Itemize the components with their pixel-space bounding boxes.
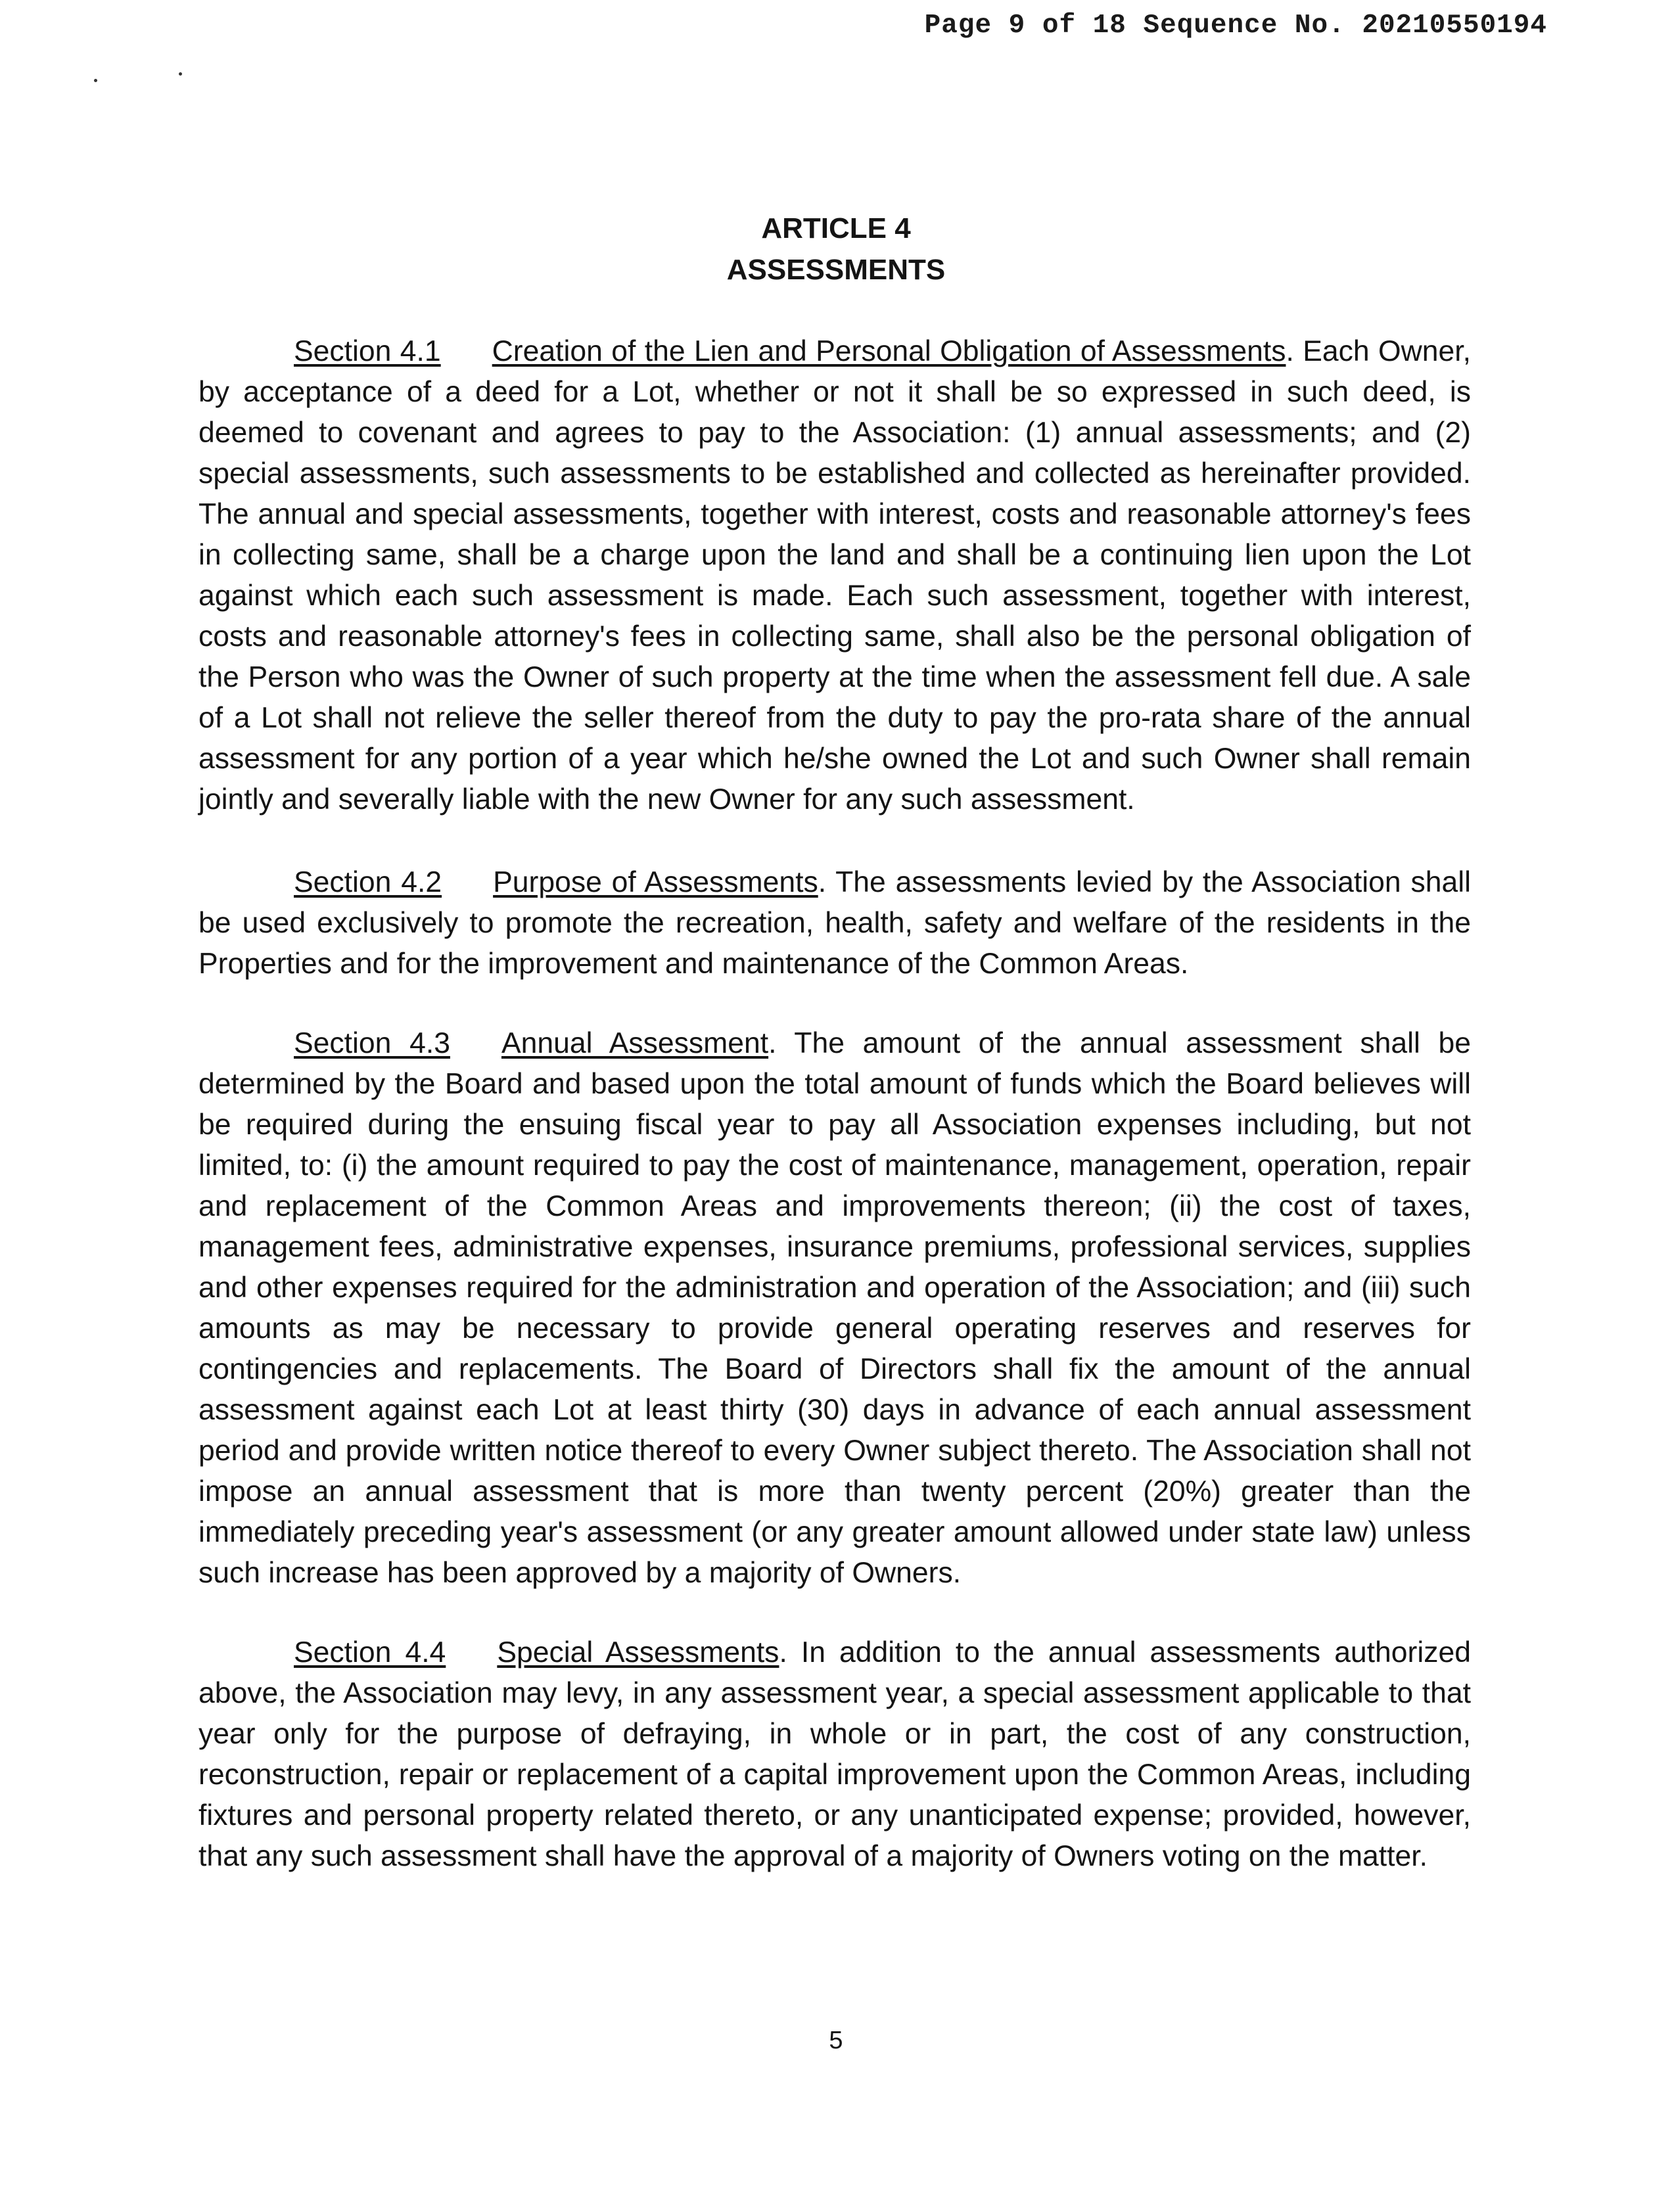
section-title: Purpose of Assessments (493, 866, 818, 898)
section-body: Each Owner, by acceptance of a deed for a Lot, whether or not it shall be so expressed in such deed, is deemed to covenant and agrees to pay to the Association: (1) annual assessments; and (2) special assessments, such assessments to be established and collected as hereinafter provided. The annual and special assessments, together with interest, costs and reasonable attorney's fees in collecting same, shall be a charge upon the land and shall be a continuing lien upon the Lot against which each such assessment is made. Each such assessment, together with interest, costs and reasonable attorney's fees in collecting same, shall also be the personal obligation of the Person who was the Owner of such property at the time when the assessment fell due. A sale of a Lot shall not relieve the seller thereof from the duty to pay the pro-rata share of the annual assessment for any portion of a year which he/she owned the Lot and such Owner shall remain jointly and severally liable with the new Owner for any such assessment. (198, 335, 1471, 816)
section-4-1: Section 4.1 Creation of the Lien and Personal Obligation of Assessments. Each Owner, by acceptance of a deed for a Lot, whether or not it shall be so expressed in such deed, is deemed to covenant and agrees to pay to the Association: (1) annual assessments; and (2) special assessments, such assessments to be established and collected as hereinafter provided. The annual and special assessments, together with interest, costs and reasonable attorney's fees in collecting same, shall be a charge upon the land and shall be a continuing lien upon the Lot against which each such assessment is made. Each such assessment, together with interest, costs and reasonable attorney's fees in collecting same, shall also be the personal obligation of the Person who was the Owner of such property at the time when the assessment fell due. A sale of a Lot shall not relieve the seller thereof from the duty to pay the pro-rata share of the annual assessment for any portion of a year which he/she owned the Lot and such Owner shall remain jointly and severally liable with the new Owner for any such assessment. (198, 335, 1471, 816)
section-title: Creation of the Lien and Personal Obligation of Assessments (492, 335, 1286, 367)
scan-speck (179, 72, 182, 76)
section-label: Section 4.2 (294, 866, 442, 898)
section-title: Special Assessments (497, 1636, 779, 1669)
section-4-4: Section 4.4 Special Assessments. In addition to the annual assessments authorized above, the Association may levy, in any assessment year, a special assessment applicable to that year only for the purpose of defraying, in whole or in part, the cost of any construction, reconstruction, repair or replacement of a capital improvement upon the Common Areas, including fixtures and personal property related thereto, or any unanticipated expense; provided, however, that any such assessment shall have the approval of a majority of Owners voting on the matter. (198, 1636, 1471, 1872)
section-label: Section 4.3 (294, 1027, 450, 1059)
section-4-2: Section 4.2 Purpose of Assessments. The assessments levied by the Association shall be used exclusively to promote the recreation, health, safety and welfare of the residents in the Properties and for the improvement and maintenance of the Common Areas. (198, 866, 1472, 980)
section-label: Section 4.1 (294, 335, 441, 367)
recording-stamp: Page 9 of 18 Sequence No. 20210550194 (924, 11, 1547, 41)
section-title: Annual Assessment (501, 1027, 769, 1059)
page-number: 5 (829, 2027, 843, 2054)
article-subtitle: ASSESSMENTS (726, 254, 946, 286)
section-body: The assessments levied by the Association shall be used exclusively to promote the recreation, health, safety and welfare of the residents in the Properties and for the improvement and maintenance of the Common Areas. (198, 866, 1472, 980)
section-4-3: Section 4.3 Annual Assessment. The amount of the annual assessment shall be determined by the Board and based upon the total amount of funds which the Board believes will be required during the ensuing fiscal year to pay all Association expenses including, but not limited, to: (i) the amount required to pay the cost of maintenance, management, operation, repair and replacement of the Common Areas and improvements thereon; (ii) the cost of taxes, management fees, administrative expenses, insurance premiums, professional services, supplies and other expenses required for the administration and operation of the Association; and (iii) such amounts as may be necessary to provide general operating reserves and reserves for contingencies and replacements. The Board of Directors shall fix the amount of the annual assessment against each Lot at least thirty (30) days in advance of each annual assessment period and provide written notice thereof to every Owner subject thereto. The Association shall not impose an annual assessment that is more than twenty percent (20%) greater than the immediately preceding year's assessment (or any greater amount allowed under state law) unless such increase has been approved by a majority of Owners. (198, 1027, 1472, 1589)
section-body: In addition to the annual assessments authorized above, the Association may levy, in any assessment year, a special assessment applicable to that year only for the purpose of defraying, in whole or in part, the cost of any construction, reconstruction, repair or replacement of a capital improvement upon the Common Areas, including fixtures and personal property related thereto, or any unanticipated expense; provided, however, that any such assessment shall have the approval of a majority of Owners voting on the matter. (198, 1636, 1471, 1872)
scan-speck (94, 79, 97, 82)
section-label: Section 4.4 (294, 1636, 446, 1669)
article-title: ARTICLE 4 (761, 212, 911, 244)
section-body: The amount of the annual assessment shall be determined by the Board and based upon the total amount of funds which the Board believes will be required during the ensuing fiscal year to pay all Association expenses including, but not limited, to: (i) the amount required to pay the cost of maintenance, management, operation, repair and replacement of the Common Areas and improvements thereon; (ii) the cost of taxes, management fees, administrative expenses, insurance premiums, professional services, supplies and other expenses required for the administration and operation of the Association; and (iii) such amounts as may be necessary to provide general operating reserves and reserves for contingencies and replacements. The Board of Directors shall fix the amount of the annual assessment against each Lot at least thirty (30) days in advance of each annual assessment period and provide written notice thereof to every Owner subject thereto. The Association shall not impose an annual assessment that is more than twenty percent (20%) greater than the immediately preceding year's assessment (or any greater amount allowed under state law) unless such increase has been approved by a majority of Owners. (198, 1027, 1472, 1589)
